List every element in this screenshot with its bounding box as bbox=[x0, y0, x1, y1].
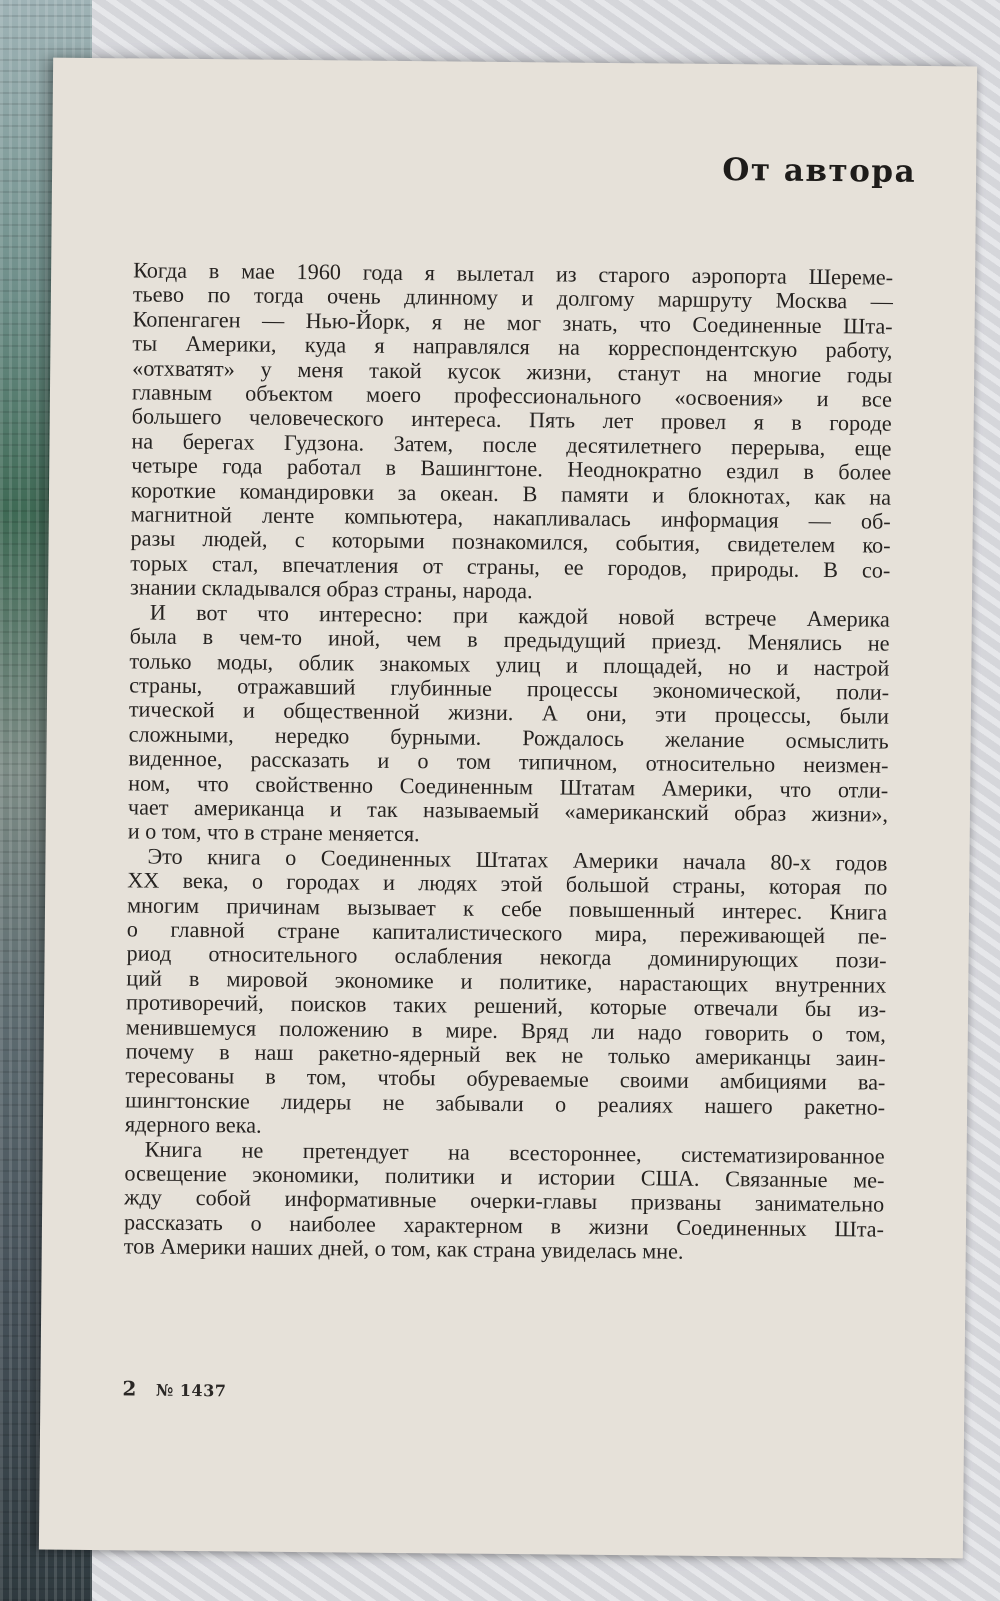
text-line: XX века, о городах и людях этой большой страны, которая по bbox=[127, 867, 888, 900]
page-footer bbox=[122, 1376, 226, 1401]
text-line: шингтонские лидеры не забывали о реалиях нашего ракетно- bbox=[125, 1087, 886, 1120]
text-line: рассказать о наиболее характерном в жизни Соединенных Шта- bbox=[123, 1209, 885, 1242]
paragraph bbox=[130, 258, 893, 607]
text-line: тересованы в том, чтобы обуреваемые своими амбициями ва- bbox=[125, 1062, 886, 1096]
text-line: о главной стране капиталистического мира, переживающей пе- bbox=[126, 916, 887, 949]
printer-signature: № 1437 bbox=[155, 1380, 227, 1401]
text-line: И вот что интересно: при каждой новой встрече Америка bbox=[149, 599, 890, 632]
text-line: Это книга о Соединенных Штатах Америки начала 80-х годов bbox=[147, 843, 888, 876]
text-line: освещение экономики, политики и истории США. Связанные ме- bbox=[124, 1160, 885, 1193]
text-line: была в чем-то иной, чем в предыдущий приезд. Менялись не bbox=[129, 623, 890, 656]
text-line: четыре года работал в Вашингтоне. Неоднократно ездил в более bbox=[131, 452, 892, 485]
text-line: Копенгаген — Нью-Йорк, я не мог знать, что Соединенные Шта- bbox=[132, 306, 893, 339]
text-line: сложными, нередко бурными. Рождалось желание осмыслить bbox=[128, 721, 889, 754]
book-page bbox=[39, 58, 977, 1559]
text-line: «отхватят» у меня такой кусок жизни, станут на многие годы bbox=[132, 354, 893, 388]
text-line: тов Америки наших дней, о том, как страна увиделась мне. bbox=[123, 1233, 684, 1264]
text-line: только моды, облик знакомых улиц и площадей, но и настрой bbox=[129, 647, 890, 681]
paragraph bbox=[128, 600, 890, 851]
paragraph bbox=[124, 1137, 885, 1266]
text-line: торых стал, впечатления от страны, ее городов, природы. В со- bbox=[130, 550, 891, 583]
text-line: магнитной ленте компьютера, накапливалась информация — об- bbox=[130, 501, 891, 534]
page-title: От автора bbox=[722, 152, 917, 190]
text-line: риод относительного ослабления некогда доминирующих пози- bbox=[126, 940, 887, 974]
text-line: жду собой информативные очерки-главы призваны занимательно bbox=[124, 1184, 885, 1218]
text-line: почему в наш ракетно-ядерный век не только американцы заин- bbox=[125, 1038, 886, 1071]
text-line: ты Америки, куда я направлялся на корреспондентскую работу, bbox=[132, 330, 893, 363]
text-line: Когда в мае 1960 года я вылетал из старого аэропорта Шереме- bbox=[133, 257, 894, 290]
text-line: тьево по тогда очень длинному и долгому маршруту Москва — bbox=[132, 281, 893, 315]
text-line: страны, отражавший глубинные процессы экономической, поли- bbox=[129, 672, 890, 705]
text-line: Книга не претендует на всестороннее, систематизированное bbox=[144, 1136, 885, 1169]
text-line: ядерного века. bbox=[124, 1111, 262, 1138]
text-line: чает американца и так называемый «американский образ жизни», bbox=[127, 794, 889, 827]
text-line: большего человеческого интереса. Пять лет провел я в городе bbox=[131, 403, 892, 437]
text-line: ном, что свойственно Соединенным Штатам Америки, что отли- bbox=[128, 769, 889, 803]
text-line: разы людей, с которыми познакомился, события, свидетелем ко- bbox=[130, 525, 891, 559]
text-line: короткие командировки за океан. В памяти и блокнотах, как на bbox=[130, 477, 892, 510]
text-line: менившемуся положению в мире. Вряд ли надо говорить о том, bbox=[125, 1013, 886, 1047]
text-line: тической и общественной жизни. А они, эти процессы, были bbox=[128, 696, 890, 729]
text-line: главным объектом моего профессионального «освоения» и все bbox=[131, 379, 893, 412]
paragraph bbox=[125, 844, 888, 1144]
text-line: и о том, что в стране меняется. bbox=[127, 818, 420, 847]
text-line: многим причинам вызывает к себе повышенный интерес. Книга bbox=[126, 891, 888, 925]
text-line: виденное, рассказать и о том типичном, относительно неизмен- bbox=[128, 745, 889, 778]
text-line: на берегах Гудзона. Затем, после десятилетнего перерыва, еще bbox=[131, 428, 892, 461]
page-number: 2 bbox=[122, 1376, 137, 1401]
text-line: знании складывался образ страны, народа. bbox=[129, 574, 533, 604]
body-text bbox=[124, 258, 894, 1266]
text-line: ций в мировой экономике и политике, нарастающих внутренних bbox=[126, 965, 887, 998]
text-line: противоречий, поисков таких решений, которые отвечали бы из- bbox=[125, 989, 887, 1022]
